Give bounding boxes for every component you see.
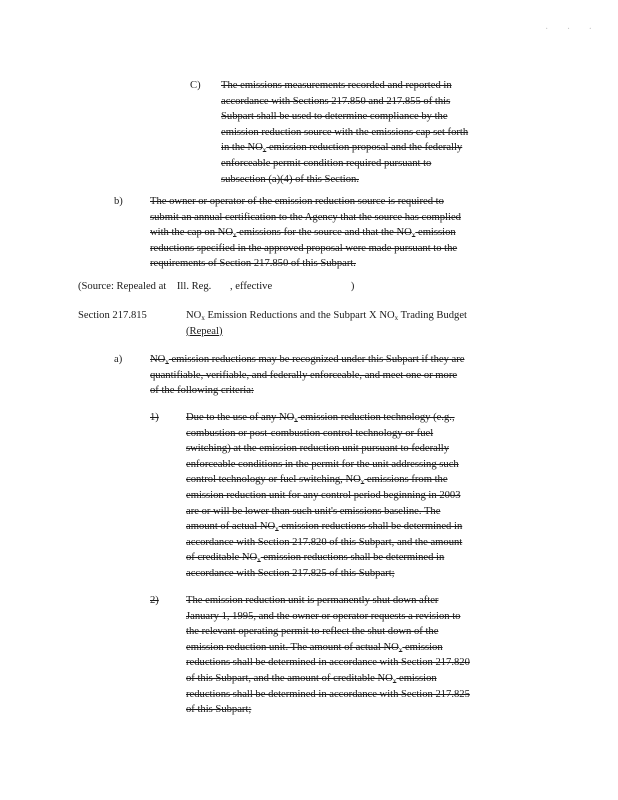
- source-effective: , effective: [230, 281, 273, 292]
- text-line: control technology or fuel switching, $NO_x$ emissions from the: [186, 474, 448, 487]
- text-line: with the cap on $NO_x$ emissions for the source and that the $NO_x$ emission: [150, 227, 456, 240]
- text-line: combustion or post-combustion control technology or fuel: [186, 427, 434, 439]
- text-line: accordance with Section 217.820 of this Subpart, and the amount: [186, 536, 463, 548]
- text-line: of creditable $NO_x$ emission reductions shall be determined in: [186, 552, 445, 565]
- source-prefix: (Source: Repealed at: [78, 281, 167, 292]
- item2-text: [186, 593, 516, 718]
- text-line: accordance with Section 217.825 of this Subpart;: [186, 567, 395, 579]
- b-item-label: b): [114, 196, 123, 207]
- source-reg: Ill. Reg.: [176, 281, 212, 292]
- corner-marks: · · ·: [545, 24, 600, 35]
- text-line: quantifiable, verifiable, and federally enforceable, and meet one or more: [150, 369, 458, 381]
- text-line: submit an annual certification to the Agency that the source has complied: [150, 211, 461, 223]
- a-item-text: [150, 352, 525, 399]
- text-line: reductions shall be determined in accordance with Section 217.825: [186, 688, 470, 700]
- text-line: reductions specified in the approved proposal were made pursuant to the: [150, 242, 458, 254]
- source-close: ): [350, 281, 355, 292]
- c-item-label: C): [190, 80, 201, 91]
- text-line: subsection (a)(4) of this Section.: [221, 173, 359, 185]
- item1-text: [186, 410, 516, 582]
- text-line: enforceable conditions in the permit for the unit addressing such: [186, 458, 459, 470]
- section-title-block: [186, 308, 526, 339]
- text-line: of this Subpart;: [186, 704, 252, 716]
- text-line: of the following criteria:: [150, 385, 254, 397]
- item2-label: 2): [150, 595, 159, 606]
- text-line: reductions shall be determined in accordance with Section 217.820: [186, 657, 470, 669]
- text-line: emission reduction unit for any control period beginning in 2003: [186, 489, 461, 501]
- text-line: switching) at the emission reduction unit pursuant to federally: [186, 443, 450, 455]
- text-line: The emissions measurements recorded and reported in: [221, 80, 452, 91]
- item1-label: 1): [150, 412, 159, 423]
- section-number: Section 217.815: [78, 310, 147, 321]
- text-line: Due to the use of any $NO_x$ emission reduction technology (e.g.,: [186, 412, 455, 424]
- text-line: enforceable permit condition required pursuant to: [221, 157, 432, 169]
- source-note: [78, 279, 356, 295]
- text-line: $NO_x$ emission reductions may be recognized under this Subpart if they are: [150, 354, 465, 366]
- text-line: are or will be lower than such unit's emissions baseline. The: [186, 505, 441, 517]
- text-line: of this Subpart, and the amount of creditable $NO_x$ emission: [186, 672, 437, 685]
- text-line: in the $NO_x$ emission reduction proposal and the federally: [221, 142, 463, 155]
- c-item-text: [221, 78, 521, 187]
- text-line: accordance with Sections 217.850 and 217.855 of this: [221, 95, 451, 107]
- text-line: The emission reduction unit is permanently shut down after: [186, 595, 439, 606]
- text-line: emission reduction unit. The amount of actual $NO_x$ emission: [186, 641, 443, 654]
- text-line: requirements of Section 217.850 of this Subpart.: [150, 258, 356, 270]
- text-line: Subpart shall be used to determine compliance by the: [221, 111, 448, 123]
- b-item-text: [150, 194, 525, 272]
- text-line: The owner or operator of the emission reduction source is required to: [150, 196, 444, 207]
- text-line: amount of actual $NO_x$ emission reductions shall be determined in: [186, 521, 463, 534]
- section-title: $NO_x$ Emission Reductions and the Subpart X $NO_x$ Trading Budget: [186, 310, 467, 322]
- text-line: January 1, 1995, and the owner or operator requests a revision to: [186, 610, 461, 622]
- section-repeal: (Repeal): [186, 325, 223, 337]
- text-line: the relevant operating permit to reflect the shut down of the: [186, 626, 439, 638]
- a-item-label: a): [114, 354, 123, 365]
- text-line: emission reduction source with the emissions cap set forth: [221, 126, 469, 138]
